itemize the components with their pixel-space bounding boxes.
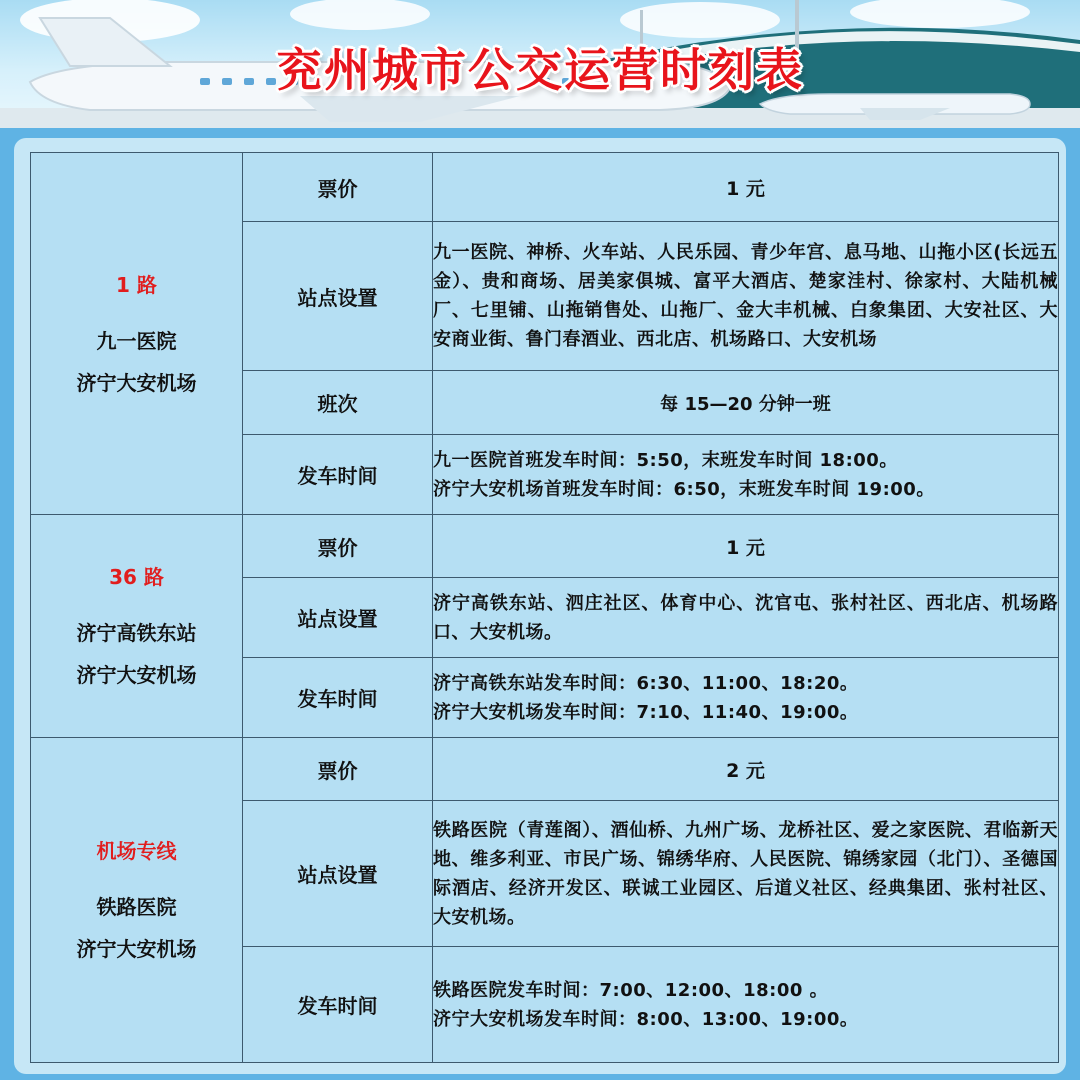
- cloud: [620, 2, 780, 38]
- table-row: [31, 153, 1059, 222]
- cloud: [290, 0, 430, 30]
- route-cell: [31, 153, 243, 515]
- fare-label: 票价: [243, 153, 433, 222]
- route-cell: [31, 515, 243, 738]
- times-label: 发车时间: [243, 435, 433, 515]
- departure-time-line: 济宁大安机场发车时间：7:10、11:40、19:00。: [433, 701, 859, 723]
- table-row: [31, 738, 1059, 801]
- timetable: [30, 152, 1059, 1063]
- fare-value: 2 元: [433, 738, 1059, 801]
- fare-value: 1 元: [433, 153, 1059, 222]
- route-origin: 铁路医院: [96, 895, 177, 919]
- cloud: [850, 0, 1030, 28]
- route-name: 1 路: [116, 272, 157, 297]
- stops-list: 九一医院、神桥、火车站、人民乐园、青少年宫、息马地、山拖小区(长远五金）、贵和商场、居美家俱城、富平大酒店、楚家洼村、徐家村、大陆机械厂、七里铺、山拖销售处、山拖厂、金大丰机械、白象集团、大安社区、大安商业街、鲁门春酒业、西北店、机场路口、大安机场: [433, 222, 1059, 371]
- departure-time-line: 济宁高铁东站发车时间：6:30、11:00、18:20。: [433, 672, 859, 694]
- stops-label: 站点设置: [243, 222, 433, 371]
- stops-label: 站点设置: [243, 801, 433, 947]
- departure-time-line: 济宁大安机场发车时间：8:00、13:00、19:00。: [433, 1008, 859, 1030]
- departure-times: [433, 947, 1059, 1063]
- route-destination: 济宁大安机场: [76, 937, 197, 961]
- times-label: 发车时间: [243, 658, 433, 738]
- fare-label: 票价: [243, 738, 433, 801]
- fare-value: 1 元: [433, 515, 1059, 578]
- frequency-value: 每 15—20 分钟一班: [433, 371, 1059, 435]
- departure-times: [433, 435, 1059, 515]
- page-title: 兖州城市公交运营时刻表: [276, 43, 804, 97]
- departure-time-line: 九一医院首班发车时间：5:50，末班发车时间 18:00。: [433, 449, 898, 471]
- stops-list: 济宁高铁东站、泗庄社区、体育中心、沈官屯、张村社区、西北店、机场路口、大安机场。: [433, 578, 1059, 658]
- departure-times: [433, 658, 1059, 738]
- header-banner: [0, 0, 1080, 128]
- route-destination: 济宁大安机场: [76, 663, 197, 687]
- stops-label: 站点设置: [243, 578, 433, 658]
- route-name: 36 路: [109, 565, 164, 589]
- route-cell: [31, 738, 243, 1063]
- times-label: 发车时间: [243, 947, 433, 1063]
- route-origin: 济宁高铁东站: [76, 621, 197, 645]
- table-row: [31, 515, 1059, 578]
- stops-list: 铁路医院（青莲阁）、酒仙桥、九州广场、龙桥社区、爱之家医院、君临新天地、维多利亚、市民广场、锦绣华府、人民医院、锦绣家园（北门）、圣德国际酒店、经济开发区、联诚工业园区、后道义社区、经典集团、张村社区、大安机场。: [433, 801, 1059, 947]
- fare-label: 票价: [243, 515, 433, 578]
- route-destination: 济宁大安机场: [76, 370, 197, 395]
- departure-time-line: 济宁大安机场首班发车时间：6:50，末班发车时间 19:00。: [433, 478, 935, 500]
- route-name: 机场专线: [96, 839, 177, 863]
- departure-time-line: 铁路医院发车时间：7:00、12:00、18:00 。: [433, 979, 829, 1001]
- frequency-label: 班次: [243, 371, 433, 435]
- route-origin: 九一医院: [96, 328, 177, 353]
